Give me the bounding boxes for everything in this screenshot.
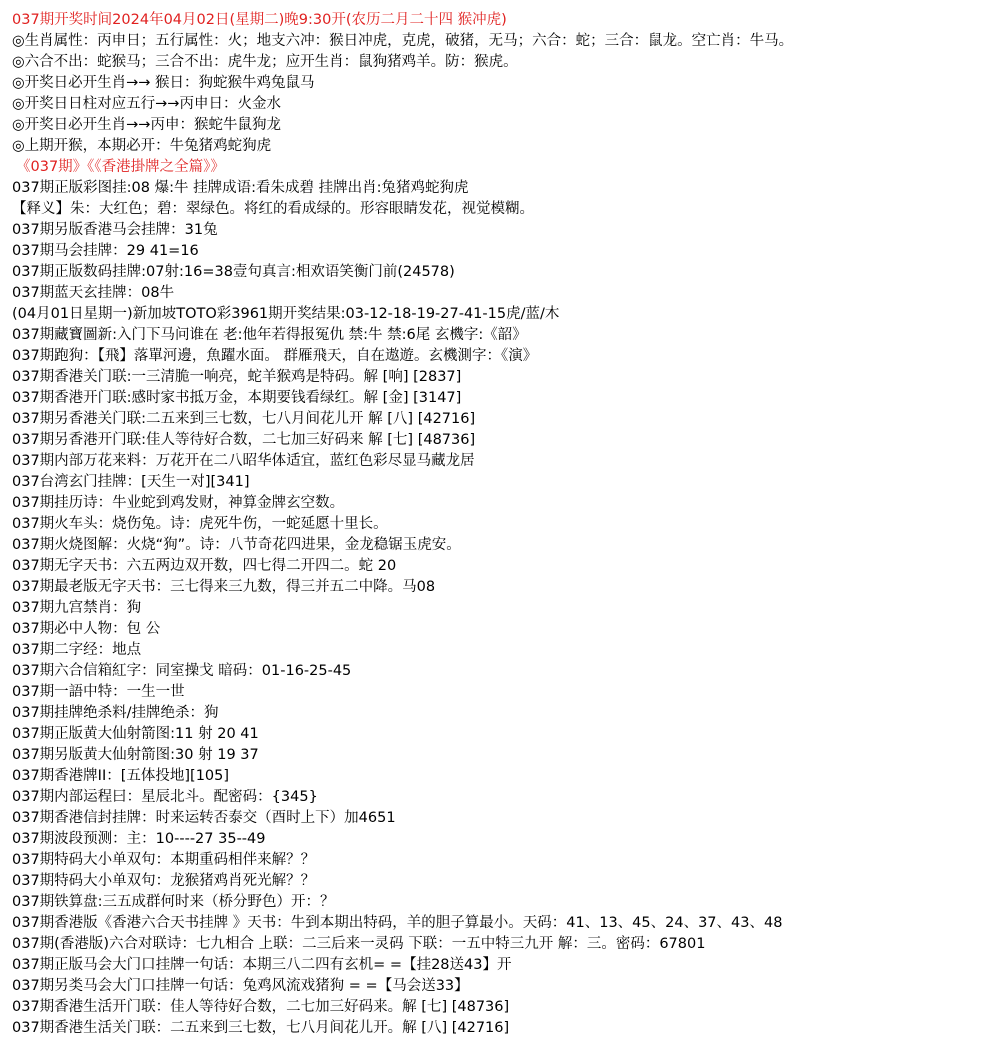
zodiac-info-block bbox=[12, 31, 992, 157]
entry-list bbox=[12, 178, 992, 1039]
entry-line: 037期正版彩图挂:08 爆:牛 挂牌成语:看朱成碧 挂牌出肖:兔猪鸡蛇狗虎 bbox=[12, 180, 469, 196]
draw-day-elements-line: ◎开奖日日柱对应五行→→丙申日：火金水 bbox=[12, 96, 281, 112]
entry-line: 037期二字经：地点 bbox=[12, 642, 142, 658]
entry-line: 037期香港开门联:感时家书抵万金，本期要钱看绿红。解 [金] [3147] bbox=[12, 390, 462, 406]
entry-line: 037期挂历诗：牛业蛇到鸡发财，神算金牌玄空数。 bbox=[12, 495, 345, 511]
entry-line: 037期内部运程曰：星辰北斗。配密码：{345} bbox=[12, 789, 318, 805]
zodiac-attributes-line: ◎生肖属性：丙申日；五行属性：火；地支六冲：猴日冲虎，克虎，破猪，无马；六合：蛇；三合：鼠龙。空亡肖：牛马。 bbox=[12, 33, 794, 49]
entry-line: 037期另类马会大门口挂牌一句话：兔鸡风流戏猪狗 = =【马会送33】 bbox=[12, 978, 469, 994]
entry-line: 037期香港生活开门联：佳人等待好合数，二七加三好码来。解 [七] [48736] bbox=[12, 999, 510, 1015]
entry-line: 037期另版黄大仙射箭图:30 射 19 37 bbox=[12, 747, 259, 763]
entry-line: 037期九宫禁肖：狗 bbox=[12, 600, 142, 616]
entry-line: 037期最老版无字天书：三七得来三九数，得三并五二中降。马08 bbox=[12, 579, 436, 595]
entry-line: 037期无字天书：六五两边双开数，四七得二开四二。蛇 20 bbox=[12, 558, 397, 574]
entry-line: 037期必中人物：包 公 bbox=[12, 621, 161, 637]
entry-line: 037台湾玄门挂牌：[天生一对][341] bbox=[12, 474, 250, 490]
entry-line: 037期挂牌绝杀料/挂牌绝杀：狗 bbox=[12, 705, 219, 721]
entry-line: 037期蓝天玄挂牌：08牛 bbox=[12, 285, 175, 301]
entry-line: 037期另版香港马会挂牌：31兔 bbox=[12, 222, 218, 238]
entry-line: 037期波段预测：主：10----27 35--49 bbox=[12, 831, 266, 847]
entry-line: 037期香港生活关门联：二五来到三七数，七八月间花儿开。解 [八] [42716] bbox=[12, 1020, 510, 1036]
section-title: 《037期》《《香港掛牌之全篇》》 bbox=[16, 159, 225, 175]
entry-line: 037期特码大小单双句：本期重码相伴来解？？ bbox=[12, 852, 316, 868]
entry-line: 037期正版数码挂牌:07射:16=38壹句真言:相欢语笑衡门前(24578) bbox=[12, 264, 455, 280]
entry-line: 037期内部万花来料：万花开在二八昭华体适宜，蓝红色彩尽显马藏龙居 bbox=[12, 453, 475, 469]
entry-line: 037期香港关门联:一三清脆一响亮，蛇羊猴鸡是特码。解 [响] [2837] bbox=[12, 369, 462, 385]
entry-line: 037期火烧图解：火烧“狗”。诗：八节奇花四进果，金龙稳锯玉虎安。 bbox=[12, 537, 461, 553]
entry-line: 037期香港信封挂牌：时来运转否泰交（酉时上下）加4651 bbox=[12, 810, 396, 826]
document-body bbox=[12, 10, 992, 1039]
entry-line: 037期火车头：烧伤兔。诗：虎死牛伤，一蛇延愿十里长。 bbox=[12, 516, 388, 532]
draw-day-zodiac-line: ◎开奖日必开生肖→→ 猴日：狗蛇猴牛鸡兔鼠马 bbox=[12, 75, 315, 91]
entry-line: 037期藏寶圖新:入门下马问谁在 老:他年若得报冤仇 禁:牛 禁:6尾 玄機字:《韶》 bbox=[12, 327, 527, 343]
entry-line: 037期特码大小单双句：龙猴猪鸡肖死光解？？ bbox=[12, 873, 316, 889]
entry-line: 037期香港牌II：[五体投地][105] bbox=[12, 768, 230, 784]
entry-line: 037期正版黄大仙射箭图:11 射 20 41 bbox=[12, 726, 259, 742]
entry-line: 037期另香港关门联:二五来到三七数，七八月间花儿开 解 [八] [42716] bbox=[12, 411, 476, 427]
draw-day-stem-zodiac-line: ◎开奖日必开生肖→→丙申：猴蛇牛鼠狗龙 bbox=[12, 117, 281, 133]
entry-line: 037期香港版《香港六合天书挂牌 》天书：牛到本期出特码，羊的胆子算最小。天码：41、13、45、24、37、43、48 bbox=[12, 915, 783, 931]
previous-draw-line: ◎上期开猴，本期必开：牛兔猪鸡蛇狗虎 bbox=[12, 138, 272, 154]
draw-time-title: 037期开奖时间2024年04月02日(星期二)晚9:30开(农历二月二十四 猴冲虎) bbox=[12, 12, 507, 28]
entry-line: 037期正版马会大门口挂牌一句话：本期三八二四有玄机= =【挂28送43】开 bbox=[12, 957, 512, 973]
entry-line: 037期铁算盘:三五成群何时来（桥分野色）开：？ bbox=[12, 894, 335, 910]
excluded-zodiac-line: ◎六合不出：蛇猴马；三合不出：虎牛龙；应开生肖：鼠狗猪鸡羊。防：猴虎。 bbox=[12, 54, 518, 70]
entry-line: 037期六合信箱紅字：同室操戈 暗码：01-16-25-45 bbox=[12, 663, 352, 679]
entry-line: 037期(香港版)六合对联诗：七九相合 上联：二三后来一灵码 下联：一五中特三九开 解：三。密码：67801 bbox=[12, 936, 706, 952]
entry-line: 037期另香港开门联:佳人等待好合数，二七加三好码来 解 [七] [48736] bbox=[12, 432, 476, 448]
entry-line: 【释义】朱：大红色；碧：翠绿色。将红的看成绿的。形容眼睛发花，视觉模糊。 bbox=[12, 201, 534, 217]
entry-line: 037期马会挂牌：29 41=16 bbox=[12, 243, 199, 259]
entry-line: 037期跑狗：【飛】落單河邊，魚躍水面。 群雁飛天，自在遨遊。玄機測字：《演》 bbox=[12, 348, 538, 364]
entry-line: (04月01日星期一)新加坡TOTO彩3961期开奖结果:03-12-18-19-27-41-15虎/蓝/木 bbox=[12, 306, 560, 322]
entry-line: 037期一語中特：一生一世 bbox=[12, 684, 185, 700]
